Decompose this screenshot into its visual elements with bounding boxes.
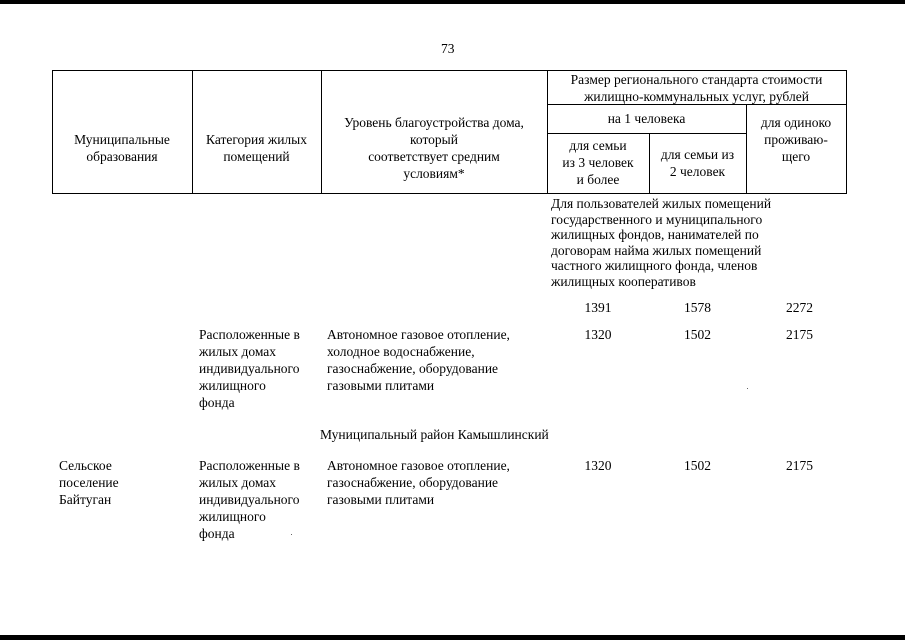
col-border-6 [846,70,847,194]
header-single-line: для одиноко [760,115,832,130]
header-per-person: на 1 человека [607,111,686,126]
header-category-line: помещений [223,149,290,164]
cell-municipal-line: Байтуган [59,492,112,507]
cell-category-line: индивидуального [199,492,300,507]
cell-level-line: газоснабжение, оборудование [327,361,499,376]
cell-level-line: газовыми плитами [327,378,435,393]
page-number: 73 [441,41,455,56]
header-standard-line: жилищно-коммунальных услуг, рублей [584,89,809,104]
header-family2 [649,146,746,180]
header-family3-line: из 3 человек [562,155,634,170]
header-level-line: соответствует средним [368,149,500,164]
header-single [746,114,846,165]
per-person-divider [547,133,746,134]
users-note-line: жилищных фондов, нанимателей по [551,227,759,243]
users-note-line: государственного и муниципального [551,211,763,227]
header-level [321,114,547,182]
users-note-line: договорам найма жилых помещений [551,242,762,258]
cell-level-line: Автономное газовое отопление, [327,327,510,342]
header-municipal-line: образования [86,149,158,164]
cell-single-value: 2175 [786,458,813,473]
header-bottom-border [52,193,846,194]
cell-category [199,326,300,411]
cell-category-line: фонда [199,395,235,410]
scan-speck [291,534,292,535]
header-family3 [547,137,649,188]
cell-category-line: жилых домах [199,475,277,490]
district-title: Муниципальный район Камышлинский [320,427,549,442]
cell-family2-value: 1502 [684,327,711,342]
header-standard [547,71,846,105]
users-note-line: частного жилищного фонда, членов [551,258,758,274]
users-note-line: жилищных кооперативов [551,273,696,289]
header-family2-line: для семьи из [660,147,735,162]
cell-single-value: 2272 [786,300,813,315]
header-category [192,131,321,165]
scan-edge-top [0,0,905,4]
users-note [551,196,771,290]
header-level-line: условиям* [403,166,465,181]
cell-single-value: 2175 [786,327,813,342]
cell-level-line: Автономное газовое отопление, [327,458,510,473]
header-single-line: щего [781,149,811,164]
cell-municipal [59,457,119,508]
header-level-line: Уровень благоустройства дома, [344,115,524,130]
users-note-line: Для пользователей жилых помещений [551,196,772,211]
cell-level-line: холодное водоснабжение, [327,344,475,359]
cell-level [327,457,510,508]
scan-speck [747,388,748,389]
header-municipal-line: Муниципальные [74,132,170,147]
cell-family3-value: 1320 [584,327,612,342]
cell-level-line: газоснабжение, оборудование [327,475,499,490]
header-municipal [52,131,192,165]
cell-category-line: жилищного [199,509,266,524]
header-single-line: проживаю- [764,132,828,147]
header-category-line: Категория жилых [206,132,307,147]
cell-category-line: Расположенные в [199,458,300,473]
header-family3-line: для семьи [569,138,627,153]
cell-family3-value: 1391 [584,300,612,315]
header-family2-line: 2 человек [669,164,726,179]
header-level-line: который [410,132,458,147]
scan-edge-bottom [0,635,905,640]
cell-municipal-line: поселение [59,475,119,490]
cell-level [327,326,510,394]
cell-category [199,457,300,542]
cell-family2-value: 1502 [684,458,711,473]
cell-category-line: жилищного [199,378,266,393]
header-family3-line: и более [576,172,620,187]
cell-level-line: газовыми плитами [327,492,435,507]
cell-municipal-line: Сельское [59,458,112,473]
cell-family3-value: 1320 [584,458,612,473]
cell-category-line: фонда [199,526,235,541]
header-standard-line: Размер регионального стандарта стоимости [570,72,823,87]
cell-category-line: жилых домах [199,344,277,359]
cell-category-line: индивидуального [199,361,300,376]
cell-family2-value: 1578 [684,300,711,315]
cell-category-line: Расположенные в [199,327,300,342]
